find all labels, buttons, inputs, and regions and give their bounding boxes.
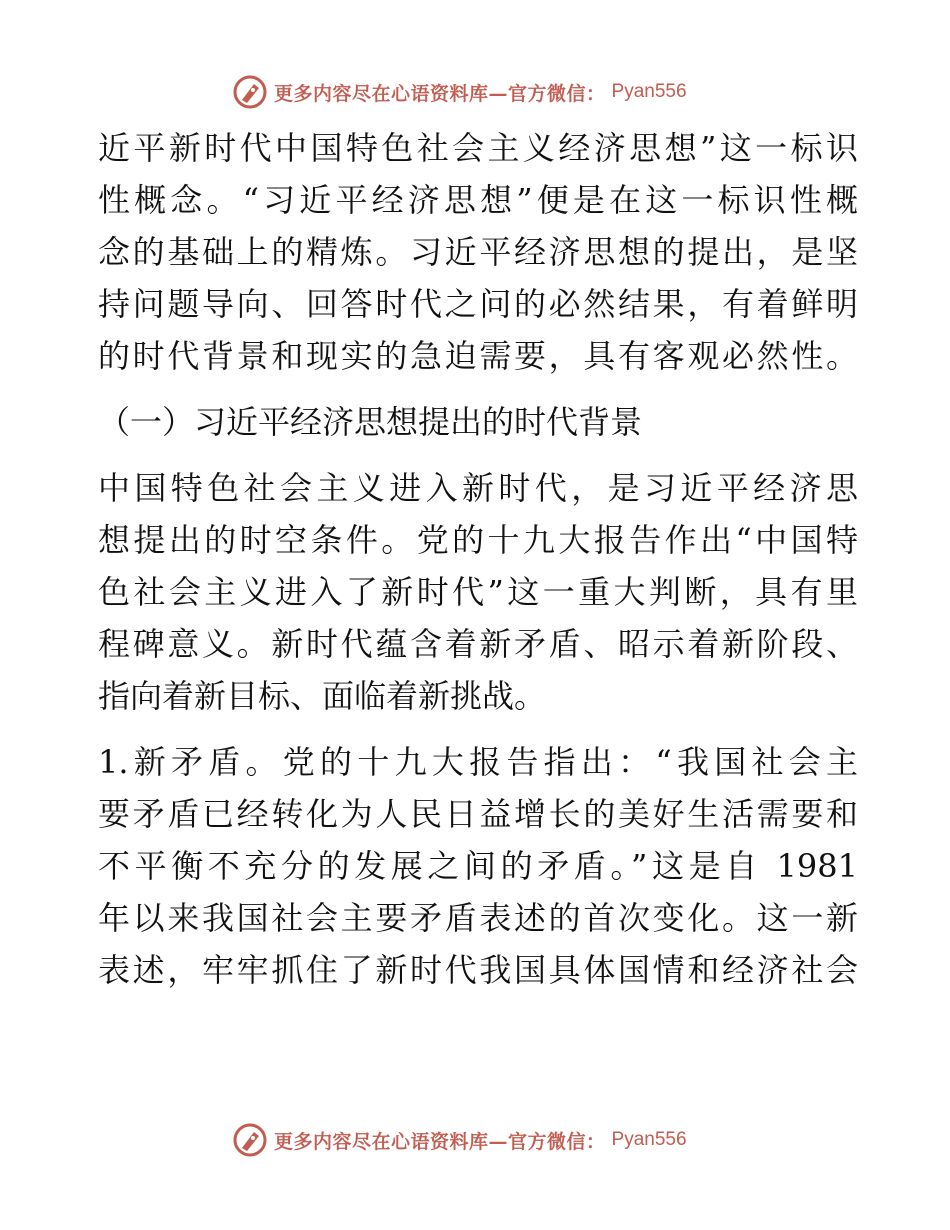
section-heading: [98, 396, 858, 448]
text-line: 不平衡不充分的发展之间的矛盾。”这是自 1981: [98, 847, 858, 885]
watermark-wechat-id: Pyan556: [611, 1129, 687, 1150]
footer-watermark: [232, 1120, 687, 1160]
text-line: 1.新矛盾。党的十九大报告指出：“我国社会主: [98, 743, 858, 781]
text-line: 指向着新目标、面临着新挑战。: [98, 677, 547, 715]
text-line: 中国特色社会主义进入新时代，是习近平经济思: [98, 469, 858, 507]
heading-line: （一）习近平经济思想提出的时代背景: [98, 403, 643, 441]
watermark-wechat-id: Pyan556: [611, 81, 687, 102]
text-line: 的时代背景和现实的急迫需要，具有客观必然性。: [98, 337, 858, 375]
text-line: 性概念。“习近平经济思想”便是在这一标识性概: [98, 181, 858, 219]
paragraph: [98, 736, 858, 996]
text-line: 年以来我国社会主要矛盾表述的首次变化。这一新: [98, 899, 858, 937]
text-line: 色社会主义进入了新时代”这一重大判断，具有里: [98, 573, 858, 611]
text-line: 近平新时代中国特色社会主义经济思想”这一标识: [98, 129, 858, 167]
pen-nib-circle-icon: [232, 1122, 268, 1158]
text-line: 表述，牢牢抓住了新时代我国具体国情和经济社会: [98, 951, 858, 989]
text-line: 想提出的时空条件。党的十九大报告作出“中国特: [98, 521, 858, 559]
paragraph: [98, 122, 858, 382]
text-line: 程碑意义。新时代蕴含着新矛盾、昭示着新阶段、: [98, 625, 858, 663]
pen-nib-circle-icon: [232, 74, 268, 110]
text-line: 要矛盾已经转化为人民日益增长的美好生活需要和: [98, 795, 858, 833]
watermark-text: 更多内容尽在心语资料库—官方微信：: [274, 82, 606, 105]
text-line: 持问题导向、回答时代之问的必然结果，有着鲜明: [98, 285, 858, 323]
header-watermark: [232, 72, 687, 112]
watermark-text: 更多内容尽在心语资料库—官方微信：: [274, 1130, 606, 1153]
text-line: 念的基础上的精炼。习近平经济思想的提出，是坚: [98, 233, 858, 271]
body-text: [98, 122, 858, 996]
paragraph: [98, 462, 858, 722]
